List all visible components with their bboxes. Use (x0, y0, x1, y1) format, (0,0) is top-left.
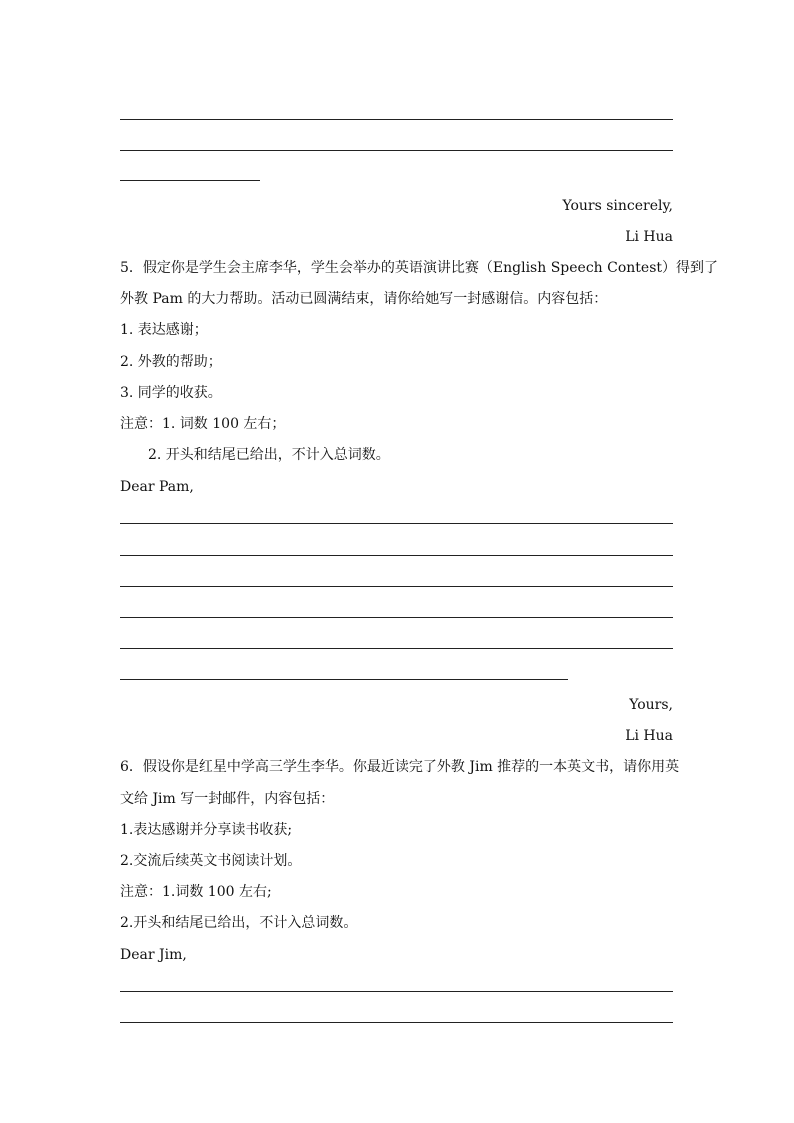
q6-note-2: 2.开头和结尾已给出，不计入总词数。 (120, 915, 358, 931)
answer-line-short (120, 180, 260, 181)
q5-closing: Yours, (629, 697, 673, 713)
answer-line-short (120, 679, 568, 680)
q5-title-line2: 外教 Pam 的大力帮助。活动已圆满结束，请你给她写一封感谢信。内容包括： (120, 291, 608, 307)
q6-item-1: 1.表达感谢并分享读书收获; (120, 822, 293, 838)
q5-signature: Li Hua (625, 728, 673, 744)
q5-note-2: 2. 开头和结尾已给出，不计入总词数。 (148, 447, 390, 463)
q5-item-1: 1. 表达感谢； (120, 322, 208, 338)
answer-line (120, 586, 673, 587)
signature: Li Hua (625, 229, 673, 245)
answer-line (120, 555, 673, 556)
q6-greeting: Dear Jim, (120, 947, 187, 963)
closing: Yours sincerely, (562, 198, 673, 214)
q5-note-1: 注意：1. 词数 100 左右； (120, 416, 286, 432)
q5-greeting: Dear Pam, (120, 479, 194, 495)
q6-note-1: 注意：1.词数 100 左右; (120, 884, 272, 900)
answer-line (120, 991, 673, 992)
q6-item-2: 2.交流后续英文书阅读计划。 (120, 853, 302, 869)
q5-item-3: 3. 同学的收获。 (120, 385, 222, 401)
q6-title-line1: 6．假设你是红星中学高三学生李华。你最近读完了外教 Jim 推荐的一本英文书，请你用英 (120, 759, 680, 775)
answer-line (120, 1022, 673, 1023)
q5-title-line1: 5．假定你是学生会主席李华，学生会举办的英语演讲比赛（English Speech Contest）得到了 (120, 260, 719, 276)
answer-line (120, 150, 673, 151)
answer-line (120, 119, 673, 120)
q5-item-2: 2. 外教的帮助； (120, 354, 222, 370)
q6-title-line2: 文给 Jim 写一封邮件，内容包括： (120, 791, 335, 807)
answer-line (120, 648, 673, 649)
answer-line (120, 617, 673, 618)
answer-line (120, 523, 673, 524)
